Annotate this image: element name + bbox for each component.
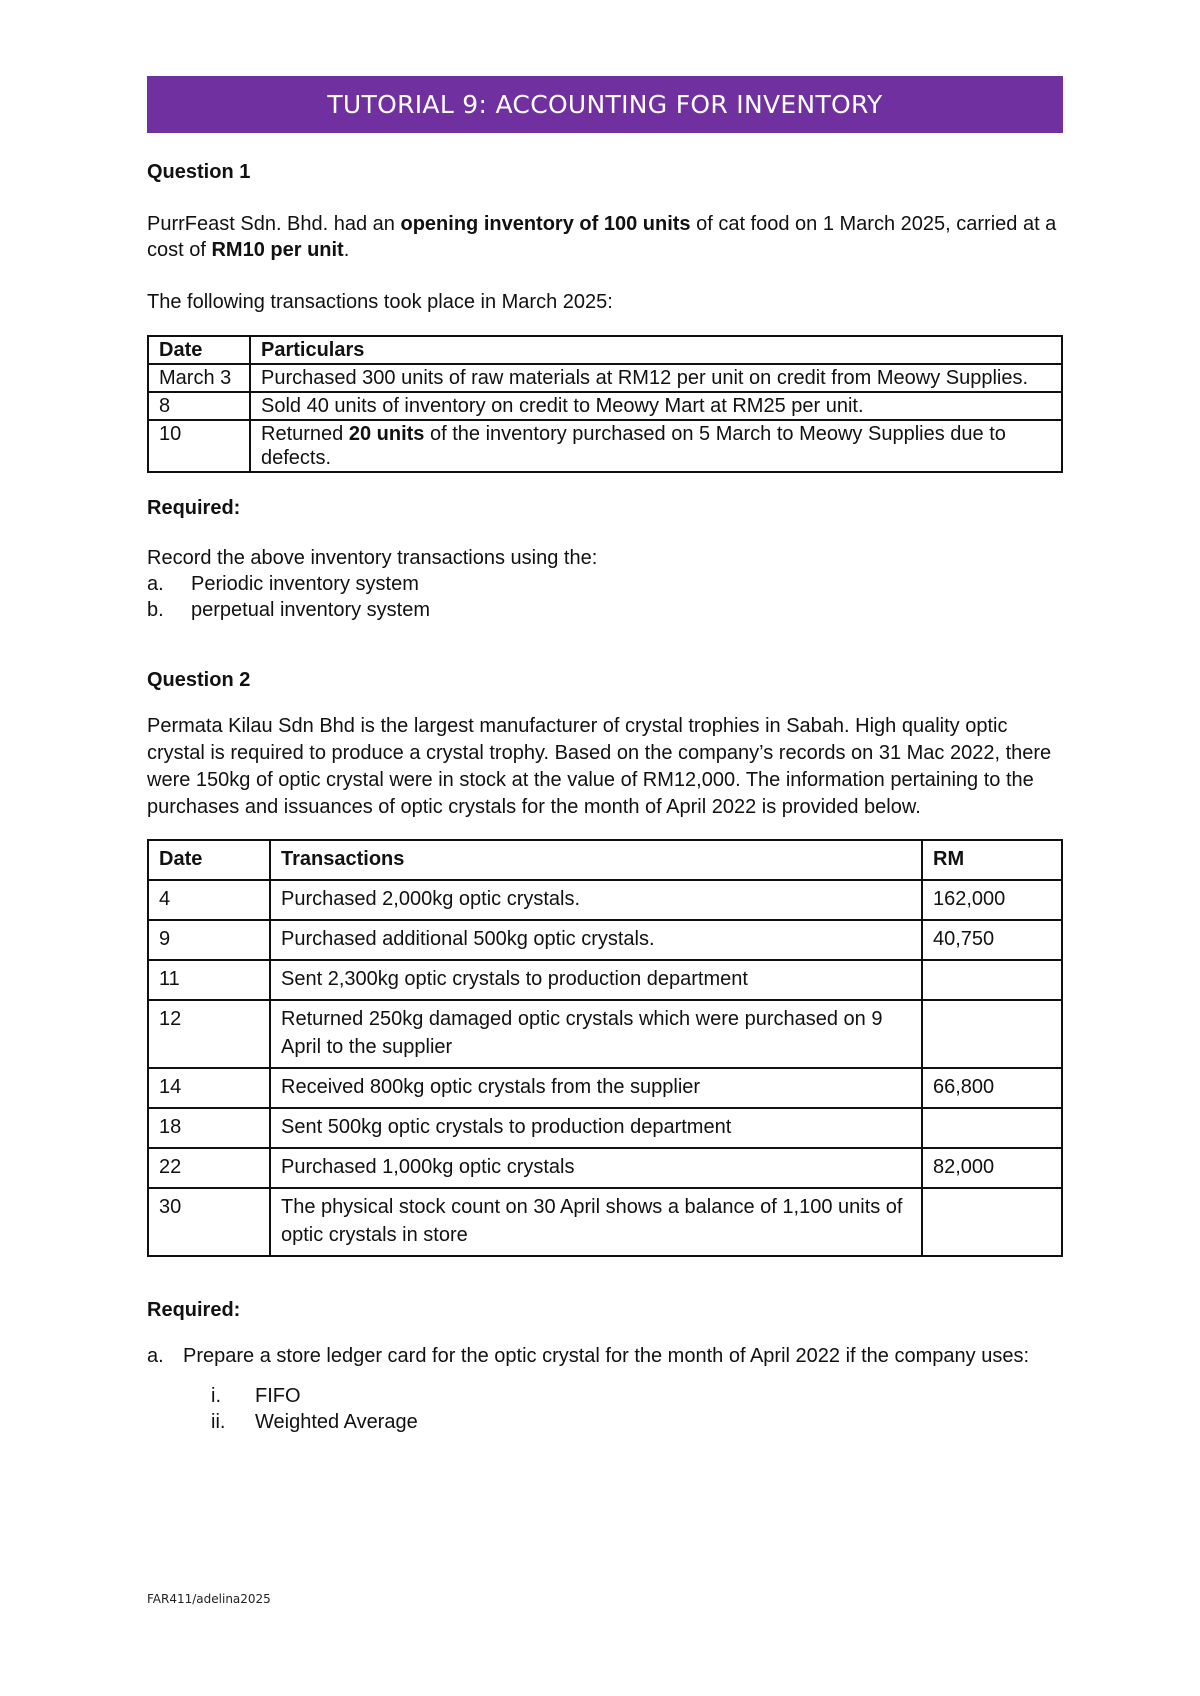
table-row bbox=[148, 960, 1062, 1000]
question-1-required-label: Required: bbox=[147, 497, 241, 519]
amount-cell: 66,800 bbox=[922, 1068, 1062, 1108]
list-text: Weighted Average bbox=[255, 1411, 418, 1433]
transaction-cell: Purchased additional 500kg optic crystals. bbox=[270, 920, 922, 960]
date-cell: March 3 bbox=[148, 364, 250, 392]
date-cell: 10 bbox=[148, 420, 250, 472]
transaction-cell: Sent 500kg optic crystals to production department bbox=[270, 1108, 922, 1148]
date-cell: 9 bbox=[148, 920, 270, 960]
amount-cell: 82,000 bbox=[922, 1148, 1062, 1188]
particulars-bold: 20 units bbox=[348, 423, 425, 445]
list-text: FIFO bbox=[255, 1385, 301, 1407]
list-marker: b. bbox=[147, 599, 164, 621]
question-1-required-text: Record the above inventory transactions using the: bbox=[147, 547, 598, 569]
table-header-row bbox=[148, 336, 1062, 364]
amount-cell bbox=[922, 1188, 1062, 1256]
list-item bbox=[147, 597, 1063, 623]
transaction-cell: Sent 2,300kg optic crystals to production department bbox=[270, 960, 922, 1000]
list-marker: i. bbox=[211, 1385, 221, 1407]
amount-cell bbox=[922, 1000, 1062, 1068]
page-footer: FAR411/adelina2025 bbox=[147, 1592, 271, 1606]
column-header-particulars: Particulars bbox=[250, 336, 1062, 364]
table-row bbox=[148, 1068, 1062, 1108]
list-item bbox=[211, 1383, 1063, 1409]
table-row bbox=[148, 392, 1062, 420]
date-cell: 14 bbox=[148, 1068, 270, 1108]
document-title: TUTORIAL 9: ACCOUNTING FOR INVENTORY bbox=[327, 90, 883, 119]
table-row bbox=[148, 1148, 1062, 1188]
intro-text: of cat food on 1 March 2025, carried at a cost of bbox=[147, 213, 1057, 261]
list-text: perpetual inventory system bbox=[191, 599, 431, 621]
list-marker: a. bbox=[147, 573, 164, 595]
intro-bold-inventory: opening inventory of 100 units bbox=[400, 213, 691, 235]
list-text: Prepare a store ledger card for the optic crystal for the month of April 2022 if the company uses: bbox=[183, 1345, 1029, 1367]
question-2-requirements-list bbox=[147, 1343, 1063, 1369]
particulars-cell: Purchased 300 units of raw materials at RM12 per unit on credit from Meowy Supplies. bbox=[250, 364, 1062, 392]
date-cell: 18 bbox=[148, 1108, 270, 1148]
date-cell: 8 bbox=[148, 392, 250, 420]
march-transactions-table bbox=[147, 335, 1063, 473]
table-row bbox=[148, 1000, 1062, 1068]
column-header-transactions: Transactions bbox=[270, 840, 922, 880]
intro-text: PurrFeast Sdn. Bhd. had an bbox=[147, 213, 401, 235]
column-header-date: Date bbox=[148, 840, 270, 880]
column-header-rm: RM bbox=[922, 840, 1062, 880]
question-2-sublist bbox=[147, 1383, 1063, 1435]
particulars-cell bbox=[250, 420, 1062, 472]
document-page bbox=[147, 76, 1063, 1435]
list-item bbox=[211, 1409, 1063, 1435]
question-1-requirements-list bbox=[147, 571, 1063, 623]
transaction-cell: Received 800kg optic crystals from the supplier bbox=[270, 1068, 922, 1108]
list-marker: a. bbox=[147, 1345, 164, 1367]
transaction-cell: Purchased 2,000kg optic crystals. bbox=[270, 880, 922, 920]
date-cell: 30 bbox=[148, 1188, 270, 1256]
question-2-required-label: Required: bbox=[147, 1299, 241, 1321]
question-2-heading: Question 2 bbox=[147, 669, 251, 691]
april-transactions-table bbox=[147, 839, 1063, 1257]
amount-cell: 162,000 bbox=[922, 880, 1062, 920]
question-1-lead: The following transactions took place in March 2025: bbox=[147, 291, 613, 313]
question-1-intro bbox=[147, 211, 1063, 263]
date-cell: 12 bbox=[148, 1000, 270, 1068]
table-header-row bbox=[148, 840, 1062, 880]
transaction-cell: The physical stock count on 30 April shows a balance of 1,100 units of optic crystals in store bbox=[270, 1188, 922, 1256]
date-cell: 11 bbox=[148, 960, 270, 1000]
table-row bbox=[148, 880, 1062, 920]
list-item bbox=[147, 571, 1063, 597]
list-text: Periodic inventory system bbox=[191, 573, 419, 595]
particulars-text: Returned bbox=[261, 423, 349, 445]
intro-text: . bbox=[343, 239, 350, 261]
table-row bbox=[148, 1108, 1062, 1148]
date-cell: 4 bbox=[148, 880, 270, 920]
date-cell: 22 bbox=[148, 1148, 270, 1188]
amount-cell bbox=[922, 1108, 1062, 1148]
amount-cell bbox=[922, 960, 1062, 1000]
table-row bbox=[148, 1188, 1062, 1256]
table-row bbox=[148, 364, 1062, 392]
intro-bold-cost: RM10 per unit bbox=[211, 239, 344, 261]
table-row bbox=[148, 920, 1062, 960]
table-row bbox=[148, 420, 1062, 472]
amount-cell: 40,750 bbox=[922, 920, 1062, 960]
particulars-text: of the inventory purchased on 5 March to Meowy Supplies due to defects. bbox=[261, 423, 1006, 469]
question-2-intro: Permata Kilau Sdn Bhd is the largest manufacturer of crystal trophies in Sabah. High quality optic crystal is required to produce a crystal trophy. Based on the company’s records on 31 Mac 2022, there were 150kg of optic crystal were in stock at the value of RM12,000. The information pertaining to the purchases and issuances of optic crystals for the month of April 2022 is provided below. bbox=[147, 715, 1052, 818]
transaction-cell: Purchased 1,000kg optic crystals bbox=[270, 1148, 922, 1188]
column-header-date: Date bbox=[148, 336, 250, 364]
particulars-cell: Sold 40 units of inventory on credit to Meowy Mart at RM25 per unit. bbox=[250, 392, 1062, 420]
transaction-cell: Returned 250kg damaged optic crystals which were purchased on 9 April to the supplier bbox=[270, 1000, 922, 1068]
list-item bbox=[147, 1343, 1063, 1369]
list-marker: ii. bbox=[211, 1411, 226, 1433]
title-banner bbox=[147, 76, 1063, 133]
question-1-heading: Question 1 bbox=[147, 161, 251, 183]
